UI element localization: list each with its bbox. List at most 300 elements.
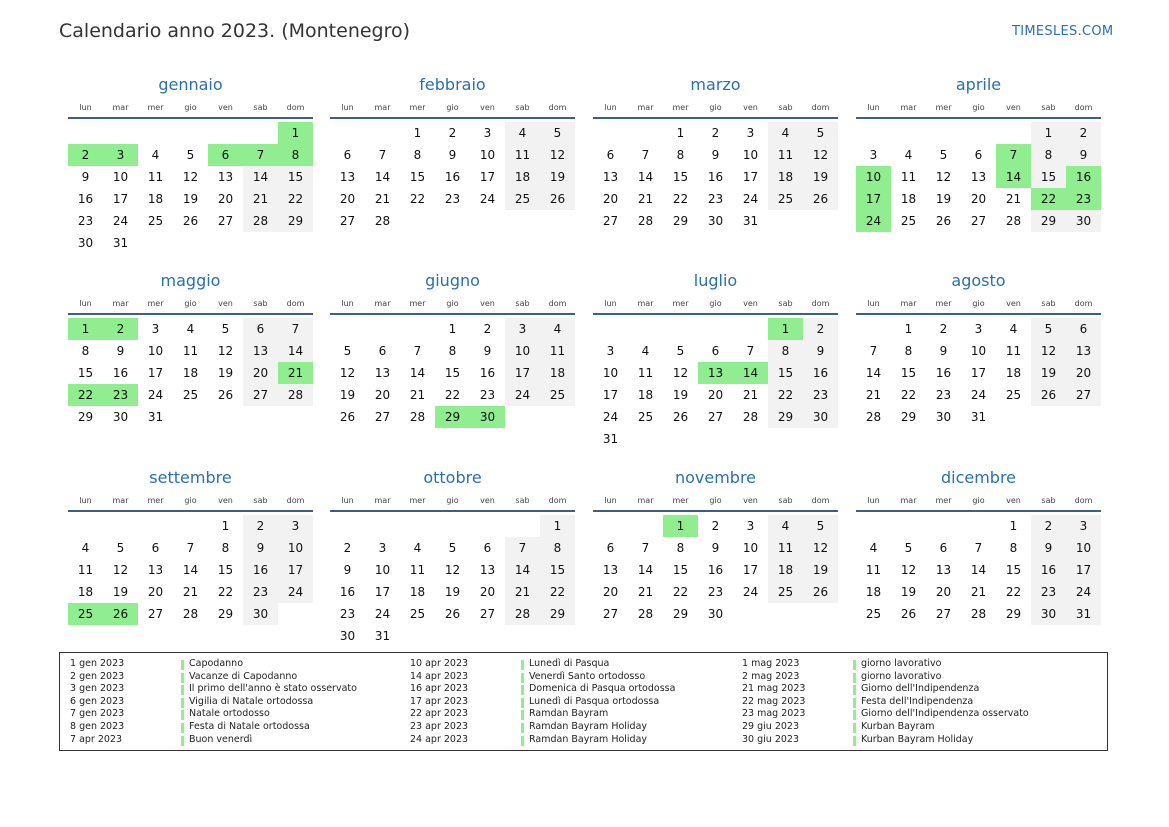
day-cell: 3	[378, 541, 387, 555]
day-cell: 10	[112, 170, 129, 184]
day-cell: 27	[1066, 384, 1101, 406]
day-cell: 28	[182, 607, 199, 621]
holiday-day-cell: 23	[1066, 188, 1101, 210]
legend-holiday-name: Venerdì Santo ortodosso	[529, 670, 646, 682]
day-cell: 22	[672, 585, 689, 599]
day-cell: 18	[637, 388, 654, 402]
day-cell: 18	[900, 192, 917, 206]
legend-date: 16 apr 2023	[410, 683, 469, 695]
day-cell: 13	[602, 563, 619, 577]
day-cell: 1	[1031, 122, 1066, 144]
legend-marker	[853, 698, 856, 708]
day-cell: 14	[970, 563, 987, 577]
day-cell: 18	[768, 166, 803, 188]
month-name: gennaio	[158, 75, 223, 94]
day-cell: 27	[217, 214, 234, 228]
day-cell: 12	[1031, 340, 1066, 362]
day-cell: 15	[444, 366, 461, 380]
legend-marker	[521, 723, 524, 733]
day-cell: 20	[374, 388, 391, 402]
day-cell: 28	[278, 384, 313, 406]
day-cell: 12	[444, 563, 461, 577]
legend-date: 29 giu 2023	[742, 721, 799, 732]
day-cell: 29	[77, 410, 94, 424]
day-cell: 18	[505, 166, 540, 188]
legend-marker	[521, 673, 524, 683]
day-cell: 26	[803, 188, 838, 210]
day-cell: 30	[243, 603, 278, 625]
month-name: maggio	[160, 271, 221, 290]
day-cell: 8	[904, 344, 913, 358]
day-cell: 19	[1031, 362, 1066, 384]
day-cell: 21	[742, 388, 759, 402]
day-cell: 2	[243, 515, 278, 537]
legend-date: 3 gen 2023	[70, 683, 125, 695]
weekday-header: mar	[900, 299, 917, 308]
day-cell: 22	[672, 192, 689, 206]
day-cell: 11	[768, 537, 803, 559]
day-cell: 13	[479, 563, 496, 577]
day-cell: 26	[935, 214, 952, 228]
day-cell: 27	[243, 384, 278, 406]
day-cell: 3	[1066, 515, 1101, 537]
day-cell: 4	[505, 122, 540, 144]
legend-date: 1 gen 2023	[70, 658, 125, 669]
weekday-header: mer	[409, 299, 426, 308]
day-cell: 12	[900, 563, 917, 577]
day-cell: 15	[672, 563, 689, 577]
day-cell: 31	[602, 432, 619, 446]
day-cell: 13	[1066, 340, 1101, 362]
day-cell: 15	[900, 366, 917, 380]
weekday-header: lun	[867, 496, 880, 505]
day-cell: 7	[413, 344, 422, 358]
day-cell: 23	[707, 192, 724, 206]
weekday-header: mer	[409, 496, 426, 505]
day-cell: 9	[448, 148, 457, 162]
legend-marker	[181, 685, 184, 695]
month-rule	[856, 117, 1101, 119]
day-cell: 2	[483, 322, 492, 336]
day-cell: 21	[243, 188, 278, 210]
day-cell: 29	[768, 406, 803, 428]
day-cell: 10	[374, 563, 391, 577]
day-cell: 27	[479, 607, 496, 621]
holiday-day-cell: 3	[103, 144, 138, 166]
day-cell: 19	[672, 388, 689, 402]
day-cell: 4	[413, 541, 422, 555]
holiday-day-cell: 7	[996, 144, 1031, 166]
day-cell: 17	[147, 366, 164, 380]
day-cell: 11	[77, 563, 94, 577]
weekday-header: ven	[218, 496, 233, 505]
day-cell: 19	[112, 585, 129, 599]
day-cell: 27	[374, 410, 391, 424]
day-cell: 12	[339, 366, 356, 380]
day-cell: 3	[746, 126, 755, 140]
day-cell: 4	[540, 318, 575, 340]
day-cell: 30	[803, 406, 838, 428]
day-cell: 16	[444, 170, 461, 184]
day-cell: 1	[448, 322, 457, 336]
day-cell: 25	[505, 188, 540, 210]
legend-holiday-name: Festa dell'Indipendenza	[861, 695, 974, 707]
day-cell: 3	[606, 344, 615, 358]
day-cell: 11	[540, 340, 575, 362]
month-rule	[68, 313, 313, 315]
day-cell: 7	[641, 541, 650, 555]
day-cell: 19	[900, 585, 917, 599]
day-cell: 24	[970, 388, 987, 402]
day-cell: 7	[869, 344, 878, 358]
day-cell: 28	[374, 214, 391, 228]
day-cell: 1	[1009, 519, 1018, 533]
legend-marker	[853, 673, 856, 683]
day-cell: 7	[278, 318, 313, 340]
legend-holiday-name: Buon venerdì	[189, 733, 253, 745]
day-cell: 22	[409, 192, 426, 206]
day-cell: 18	[540, 362, 575, 384]
weekday-header: mar	[900, 103, 917, 112]
legend-marker	[853, 660, 856, 670]
day-cell: 20	[243, 362, 278, 384]
day-cell: 8	[221, 541, 230, 555]
weekday-header: mar	[637, 103, 654, 112]
day-cell: 20	[970, 192, 987, 206]
day-cell: 9	[1066, 144, 1101, 166]
day-cell: 26	[803, 581, 838, 603]
holiday-day-cell: 21	[278, 362, 313, 384]
day-cell: 29	[1031, 210, 1066, 232]
weekday-header: mar	[900, 496, 917, 505]
holiday-day-cell: 17	[856, 188, 891, 210]
day-cell: 29	[540, 603, 575, 625]
weekday-header: ven	[743, 496, 758, 505]
weekday-header: lun	[79, 103, 92, 112]
day-cell: 10	[742, 148, 759, 162]
legend-marker	[853, 736, 856, 746]
day-cell: 17	[278, 559, 313, 581]
day-cell: 28	[742, 410, 759, 424]
legend-marker	[181, 710, 184, 720]
weekday-header: ven	[743, 299, 758, 308]
day-cell: 14	[182, 563, 199, 577]
day-cell: 14	[278, 340, 313, 362]
day-cell: 8	[1009, 541, 1018, 555]
day-cell: 5	[116, 541, 125, 555]
day-cell: 24	[505, 384, 540, 406]
day-cell: 12	[803, 144, 838, 166]
holiday-day-cell: 14	[996, 166, 1031, 188]
day-cell: 11	[637, 366, 654, 380]
legend-marker	[853, 685, 856, 695]
day-cell: 3	[483, 126, 492, 140]
day-cell: 15	[409, 170, 426, 184]
day-cell: 9	[483, 344, 492, 358]
legend-date: 22 apr 2023	[410, 708, 469, 720]
day-cell: 8	[676, 148, 685, 162]
day-cell: 7	[641, 148, 650, 162]
weekday-header: gio	[709, 103, 722, 112]
day-cell: 14	[505, 559, 540, 581]
day-cell: 27	[970, 214, 987, 228]
day-cell: 26	[182, 214, 199, 228]
day-cell: 20	[707, 388, 724, 402]
day-cell: 8	[676, 541, 685, 555]
legend-date: 10 apr 2023	[410, 658, 469, 669]
day-cell: 25	[768, 581, 803, 603]
day-cell: 3	[974, 322, 983, 336]
weekday-header: gio	[446, 299, 459, 308]
day-cell: 22	[1005, 585, 1022, 599]
day-cell: 8	[540, 537, 575, 559]
day-cell: 16	[339, 585, 356, 599]
weekday-header: dom	[286, 299, 305, 308]
day-cell: 3	[151, 322, 160, 336]
day-cell: 14	[865, 366, 882, 380]
weekday-header: gio	[446, 103, 459, 112]
day-cell: 30	[77, 236, 94, 250]
weekday-header: dom	[1074, 496, 1093, 505]
day-cell: 6	[606, 148, 615, 162]
month-rule	[593, 117, 838, 119]
legend-marker	[853, 710, 856, 720]
month-rule	[330, 313, 575, 315]
day-cell: 20	[147, 585, 164, 599]
day-cell: 13	[243, 340, 278, 362]
month-name: agosto	[951, 271, 1006, 290]
day-cell: 21	[865, 388, 882, 402]
weekday-header: mar	[112, 299, 129, 308]
holiday-day-cell: 1	[663, 515, 698, 537]
legend-holiday-name: Giorno dell'Indipendenza osservato	[861, 708, 1029, 720]
weekday-header: mer	[935, 103, 952, 112]
weekday-header: sab	[253, 496, 268, 505]
holiday-day-cell: 2	[103, 318, 138, 340]
month-rule	[593, 510, 838, 512]
day-cell: 26	[339, 410, 356, 424]
day-cell: 5	[1031, 318, 1066, 340]
weekday-header: mar	[112, 496, 129, 505]
weekday-header: ven	[218, 103, 233, 112]
day-cell: 30	[1066, 210, 1101, 232]
weekday-header: ven	[480, 299, 495, 308]
day-cell: 21	[637, 585, 654, 599]
day-cell: 17	[479, 170, 496, 184]
day-cell: 28	[409, 410, 426, 424]
legend-holiday-name: Vigilia di Natale ortodossa	[189, 695, 314, 707]
day-cell: 9	[803, 340, 838, 362]
weekday-header: lun	[604, 103, 617, 112]
day-cell: 6	[711, 344, 720, 358]
day-cell: 16	[1031, 559, 1066, 581]
day-cell: 1	[540, 515, 575, 537]
day-cell: 7	[378, 148, 387, 162]
day-cell: 23	[77, 214, 94, 228]
day-cell: 29	[278, 210, 313, 232]
legend-date: 23 mag 2023	[742, 708, 806, 720]
day-cell: 16	[479, 366, 496, 380]
weekday-header: lun	[604, 299, 617, 308]
day-cell: 5	[540, 122, 575, 144]
day-cell: 18	[865, 585, 882, 599]
holiday-day-cell: 6	[208, 144, 243, 166]
day-cell: 31	[147, 410, 164, 424]
site-link[interactable]: TIMESLES.COM	[1012, 24, 1114, 39]
weekday-header: dom	[811, 103, 830, 112]
month-name: novembre	[674, 468, 757, 487]
day-cell: 22	[900, 388, 917, 402]
legend-marker	[181, 660, 184, 670]
day-cell: 3	[278, 515, 313, 537]
month-rule	[856, 510, 1101, 512]
day-cell: 20	[217, 192, 234, 206]
day-cell: 25	[768, 188, 803, 210]
day-cell: 25	[182, 388, 199, 402]
day-cell: 8	[1031, 144, 1066, 166]
weekday-header: ven	[218, 299, 233, 308]
day-cell: 11	[768, 144, 803, 166]
legend-marker	[521, 660, 524, 670]
day-cell: 26	[672, 410, 689, 424]
day-cell: 5	[939, 148, 948, 162]
day-cell: 30	[1031, 603, 1066, 625]
day-cell: 6	[939, 541, 948, 555]
day-cell: 19	[803, 559, 838, 581]
month-name: aprile	[955, 75, 1002, 94]
day-cell: 12	[672, 366, 689, 380]
weekday-header: gio	[184, 496, 197, 505]
day-cell: 15	[1031, 166, 1066, 188]
month-rule	[856, 313, 1101, 315]
holiday-day-cell: 8	[278, 144, 313, 166]
legend-date: 24 apr 2023	[410, 733, 469, 745]
weekday-header: dom	[548, 299, 567, 308]
day-cell: 17	[112, 192, 129, 206]
day-cell: 30	[112, 410, 129, 424]
legend-holiday-name: Ramdan Bayram	[529, 708, 609, 720]
month-rule	[68, 117, 313, 119]
day-cell: 23	[803, 384, 838, 406]
legend-date: 8 gen 2023	[70, 721, 125, 732]
day-cell: 10	[1066, 537, 1101, 559]
holiday-day-cell: 29	[435, 406, 470, 428]
legend-marker	[521, 698, 524, 708]
day-cell: 17	[742, 170, 759, 184]
day-cell: 25	[865, 607, 882, 621]
day-cell: 15	[77, 366, 94, 380]
day-cell: 25	[409, 607, 426, 621]
day-cell: 18	[182, 366, 199, 380]
day-cell: 21	[409, 388, 426, 402]
day-cell: 19	[217, 366, 234, 380]
day-cell: 13	[602, 170, 619, 184]
weekday-header: dom	[548, 496, 567, 505]
day-cell: 26	[444, 607, 461, 621]
day-cell: 13	[374, 366, 391, 380]
legend-holiday-name: giorno lavorativo	[861, 658, 942, 669]
legend-date: 23 apr 2023	[410, 721, 469, 732]
day-cell: 3	[505, 318, 540, 340]
day-cell: 26	[540, 188, 575, 210]
month-name: settembre	[149, 468, 232, 487]
day-cell: 19	[803, 166, 838, 188]
day-cell: 5	[186, 148, 195, 162]
legend-holiday-name: Lunedì di Pasqua	[529, 658, 610, 669]
weekday-header: gio	[709, 496, 722, 505]
day-cell: 4	[904, 148, 913, 162]
day-cell: 8	[448, 344, 457, 358]
day-cell: 21	[505, 581, 540, 603]
day-cell: 2	[1031, 515, 1066, 537]
weekday-header: lun	[79, 299, 92, 308]
day-cell: 19	[444, 585, 461, 599]
day-cell: 12	[182, 170, 199, 184]
weekday-header: mar	[374, 103, 391, 112]
weekday-header: dom	[811, 299, 830, 308]
day-cell: 29	[900, 410, 917, 424]
weekday-header: mar	[637, 496, 654, 505]
day-cell: 9	[711, 148, 720, 162]
weekday-header: mer	[147, 496, 164, 505]
day-cell: 3	[746, 519, 755, 533]
legend-holiday-name: giorno lavorativo	[861, 670, 942, 682]
day-cell: 25	[147, 214, 164, 228]
day-cell: 10	[742, 541, 759, 555]
legend-date: 1 mag 2023	[742, 658, 800, 669]
day-cell: 17	[602, 388, 619, 402]
month-name: marzo	[690, 75, 741, 94]
day-cell: 14	[637, 170, 654, 184]
weekday-header: mer	[672, 103, 689, 112]
day-cell: 7	[746, 344, 755, 358]
day-cell: 8	[81, 344, 90, 358]
day-cell: 12	[217, 344, 234, 358]
day-cell: 5	[448, 541, 457, 555]
legend-marker	[521, 710, 524, 720]
day-cell: 20	[935, 585, 952, 599]
day-cell: 4	[768, 515, 803, 537]
month-rule	[593, 313, 838, 315]
weekday-header: mer	[935, 299, 952, 308]
day-cell: 26	[900, 607, 917, 621]
day-cell: 27	[602, 607, 619, 621]
legend-date: 2 mag 2023	[742, 670, 800, 682]
day-cell: 2	[939, 322, 948, 336]
weekday-header: lun	[604, 496, 617, 505]
day-cell: 10	[970, 344, 987, 358]
legend-marker	[853, 723, 856, 733]
day-cell: 23	[339, 607, 356, 621]
day-cell: 18	[768, 559, 803, 581]
day-cell: 4	[641, 344, 650, 358]
day-cell: 19	[182, 192, 199, 206]
legend-holiday-name: Kurban Bayram	[861, 721, 935, 732]
weekday-header: sab	[1041, 299, 1056, 308]
day-cell: 10	[602, 366, 619, 380]
day-cell: 23	[1031, 581, 1066, 603]
day-cell: 28	[637, 607, 654, 621]
day-cell: 24	[479, 192, 496, 206]
day-cell: 21	[637, 192, 654, 206]
month-name: febbraio	[419, 75, 486, 94]
day-cell: 24	[602, 410, 619, 424]
month-rule	[330, 117, 575, 119]
day-cell: 23	[444, 192, 461, 206]
day-cell: 17	[374, 585, 391, 599]
day-cell: 2	[448, 126, 457, 140]
holiday-day-cell: 7	[243, 144, 278, 166]
